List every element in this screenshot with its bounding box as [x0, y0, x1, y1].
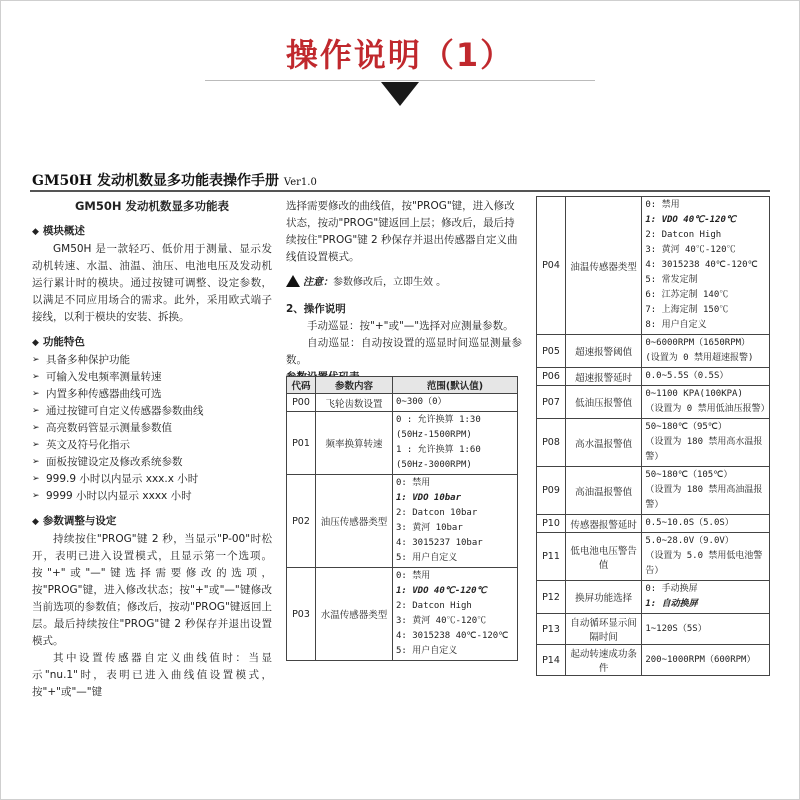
document-title-rule: [30, 190, 770, 192]
range-line: 0~1100 KPA(100KPA): [645, 389, 743, 399]
param-range: [392, 475, 517, 568]
param-name: 飞轮齿数设置: [316, 394, 393, 412]
feature-item: ➢ 9999 小时以内显示 xxxx 小时: [32, 488, 272, 505]
param-name: 高水温报警值: [566, 419, 642, 467]
range-line: 5.0~28.0V（9.0V）: [645, 536, 734, 546]
range-line: 5: 常发定制: [645, 275, 698, 285]
param-range: [642, 614, 770, 645]
range-line: 0: 禁用: [395, 478, 431, 488]
range-line: 0~6000RPM（1650RPM）: [645, 338, 751, 348]
param-range: [642, 386, 770, 419]
param-code: P09: [537, 467, 566, 515]
warning-icon: [286, 275, 300, 287]
param-range: [642, 368, 770, 386]
range-line: 0 : 允许换算 1:30: [395, 415, 481, 425]
param-name: 超速报警延时: [566, 368, 642, 386]
features-list: [32, 352, 272, 505]
param-range: [642, 645, 770, 676]
operation-title: 2、操作说明: [286, 303, 346, 315]
range-line: 50~180℃（105℃）: [645, 470, 733, 480]
param-name: 低油压报警值: [566, 386, 642, 419]
range-line: 6: 江苏定制 140℃: [645, 290, 729, 300]
feature-item: ➢ 高亮数码管显示测量参数值: [32, 420, 272, 437]
range-line: （设置为 180 禁用高水温报警）: [645, 437, 763, 462]
param-row: [287, 475, 518, 568]
param-code: P13: [537, 614, 566, 645]
param-range: [642, 533, 770, 581]
range-line: 5: 用户自定义: [395, 553, 458, 563]
param-code: P14: [537, 645, 566, 676]
range-line: 5: 用户自定义: [395, 646, 458, 656]
params-text-2: 其中设置传感器自定义曲线值时：当显示"nu.1"时，表明已进入曲线值设置模式，按"+"或"—"键: [32, 652, 272, 698]
param-code: P01: [287, 412, 316, 475]
param-row: [287, 412, 518, 475]
param-row: [537, 197, 770, 335]
feature-item: ➢ 英文及符号化指示: [32, 437, 272, 454]
param-name: 油温传感器类型: [566, 197, 642, 335]
range-line: 0: 禁用: [645, 200, 680, 210]
param-range: [642, 467, 770, 515]
param-table-right: [536, 196, 770, 676]
range-line: 0.0~5.5S（0.5S）: [645, 371, 729, 381]
param-row: [537, 614, 770, 645]
operation-auto: 自动巡显：自动按设置的巡显时间巡显测量参数。: [286, 337, 522, 366]
title-divider: [205, 80, 595, 81]
param-range: [642, 335, 770, 368]
range-line: 3: 黄河 40℃-120℃: [645, 245, 736, 255]
param-name: 换屏功能选择: [566, 581, 642, 614]
feature-item: ➢ 具备多种保护功能: [32, 352, 272, 369]
feature-item: ➢ 999.9 小时以内显示 xxx.x 小时: [32, 471, 272, 488]
param-row: [537, 467, 770, 515]
range-line: 1: VDO 40℃-120℃: [395, 586, 487, 596]
range-line: 1: VDO 10bar: [395, 493, 462, 503]
params-text-1: 持续按住"PROG"键 2 秒，当显示"P-00"时松开，表明已进入设置模式，且显示第一个选项。按"+"或"—"键选择需要修改的选项，按"PROG"键，进入修改状态；按"+"或"—"键修改当前选项的参数值；修改后，按动"PROG"键返回上层。最后持续按住"PROG"键 2 秒保存并退出设置模式。: [32, 533, 272, 647]
param-range: [642, 515, 770, 533]
range-line: 0.5~10.0S（5.0S）: [645, 518, 734, 528]
range-line: （设置为 5.0 禁用低电池警告）: [645, 551, 763, 576]
feature-item: ➢ 内置多种传感器曲线可选: [32, 386, 272, 403]
feature-item: ➢ 可输入发电频率测量转速: [32, 369, 272, 386]
range-line: 0~300（0）: [395, 397, 447, 407]
range-line: 1~120S（5S）: [645, 623, 707, 634]
param-range: [642, 197, 770, 335]
param-range: [392, 412, 517, 475]
overview-text: GM50H 是一款轻巧、低价用于测量、显示发动机转速、水温、油温、油压、电池电压及发动机运行累计时的模块。通过按键可调整、设定参数，以满足不同应用场合的需求。此外，采用欧式端子接线，以利于模块的安装、拆换。: [32, 243, 272, 323]
param-table-left: [286, 376, 518, 661]
page-title: 操作说明（1）: [285, 36, 515, 74]
param-name: 自动循环显示间隔时间: [566, 614, 642, 645]
param-code: P11: [537, 533, 566, 581]
range-line: 8: 用户自定义: [645, 320, 707, 330]
param-row: [537, 581, 770, 614]
range-line: 0: 禁用: [395, 571, 431, 581]
module-heading: GM50H 发动机数显多功能表: [74, 199, 229, 213]
continued-text: 选择需要修改的曲线值，按"PROG"键，进入修改状态，按动"PROG"键返回上层；修改后，最后持续按住"PROG"键 2 秒保存并退出传感器自定义曲线值设置模式。: [286, 200, 518, 263]
param-name: 水温传感器类型: [316, 568, 393, 661]
range-line: (设置为 0 禁用超速报警): [645, 353, 754, 363]
range-line: 3: 黄河 40℃-120℃: [395, 616, 487, 626]
param-row: [537, 515, 770, 533]
range-line: 4: 3015237 10bar: [395, 538, 483, 548]
note: 注意：参数修改后，立即生效 。: [286, 274, 522, 291]
param-code: P03: [287, 568, 316, 661]
param-code: P07: [537, 386, 566, 419]
param-row: [537, 533, 770, 581]
param-range: [642, 581, 770, 614]
middle-column: [286, 198, 522, 386]
param-range: [392, 568, 517, 661]
param-code: P02: [287, 475, 316, 568]
range-line: (50Hz-3000RPM): [395, 460, 472, 470]
param-row: [537, 386, 770, 419]
range-line: 1 : 允许换算 1:60: [395, 445, 481, 455]
operation-manual: 手动巡显：按"+"或"—"选择对应测量参数。: [307, 320, 514, 332]
param-code: P12: [537, 581, 566, 614]
param-row: [537, 335, 770, 368]
range-line: 4: 3015238 40℃-120℃: [645, 260, 758, 270]
param-name: 传感器报警延时: [566, 515, 642, 533]
document-version: Ver1.0: [283, 177, 317, 188]
left-column: [32, 198, 272, 701]
feature-item: ➢ 通过按键可自定义传感器参数曲线: [32, 403, 272, 420]
param-row: [287, 568, 518, 661]
param-row: [537, 368, 770, 386]
header-content: 参数内容: [316, 377, 393, 394]
range-line: 2: Datcon High: [645, 230, 722, 240]
range-line: (50Hz-1500RPM): [395, 430, 472, 440]
range-line: 0: 手动换屏: [645, 584, 698, 594]
param-row: [287, 394, 518, 412]
param-range: [392, 394, 517, 412]
range-line: 50~180℃（95℃）: [645, 422, 727, 432]
param-name: 超速报警阈值: [566, 335, 642, 368]
document-title: GM50H 发动机数显多功能表操作手册 Ver1.0: [32, 173, 317, 189]
param-name: 低电池电压警告值: [566, 533, 642, 581]
param-row: [537, 419, 770, 467]
overview-title: ◆ 模块概述: [32, 223, 272, 241]
range-line: 200~1000RPM（600RPM）: [645, 654, 756, 665]
param-name: 起动转速成功条件: [566, 645, 642, 676]
range-line: 3: 黄河 10bar: [395, 523, 463, 533]
param-row: [537, 645, 770, 676]
range-line: 7: 上海定制 150℃: [645, 305, 729, 315]
param-code: P00: [287, 394, 316, 412]
range-line: 4: 3015238 40℃-120℃: [395, 631, 509, 641]
range-line: 2: Datcon High: [395, 601, 472, 611]
param-code: P08: [537, 419, 566, 467]
param-name: 高油温报警值: [566, 467, 642, 515]
range-line: 1: VDO 40℃-120℃: [645, 215, 736, 225]
param-code: P04: [537, 197, 566, 335]
feature-item: ➢ 面板按键设定及修改系统参数: [32, 454, 272, 471]
param-name: 油压传感器类型: [316, 475, 393, 568]
range-line: （设置为 0 禁用低油压报警）: [645, 404, 770, 414]
header-range: 范围(默认值): [392, 377, 517, 394]
params-title: ◆ 参数调整与设定: [32, 513, 272, 531]
features-title: ◆ 功能特色: [32, 334, 272, 352]
param-code: P05: [537, 335, 566, 368]
header-code: 代码: [287, 377, 316, 394]
range-line: 1: 自动换屏: [645, 599, 698, 609]
param-range: [642, 419, 770, 467]
range-line: 2: Datcon 10bar: [395, 508, 478, 518]
param-name: 频率换算转速: [316, 412, 393, 475]
param-code: P06: [537, 368, 566, 386]
down-arrow-icon: [381, 82, 419, 106]
range-line: （设置为 180 禁用高油温报警）: [645, 485, 763, 510]
param-code: P10: [537, 515, 566, 533]
